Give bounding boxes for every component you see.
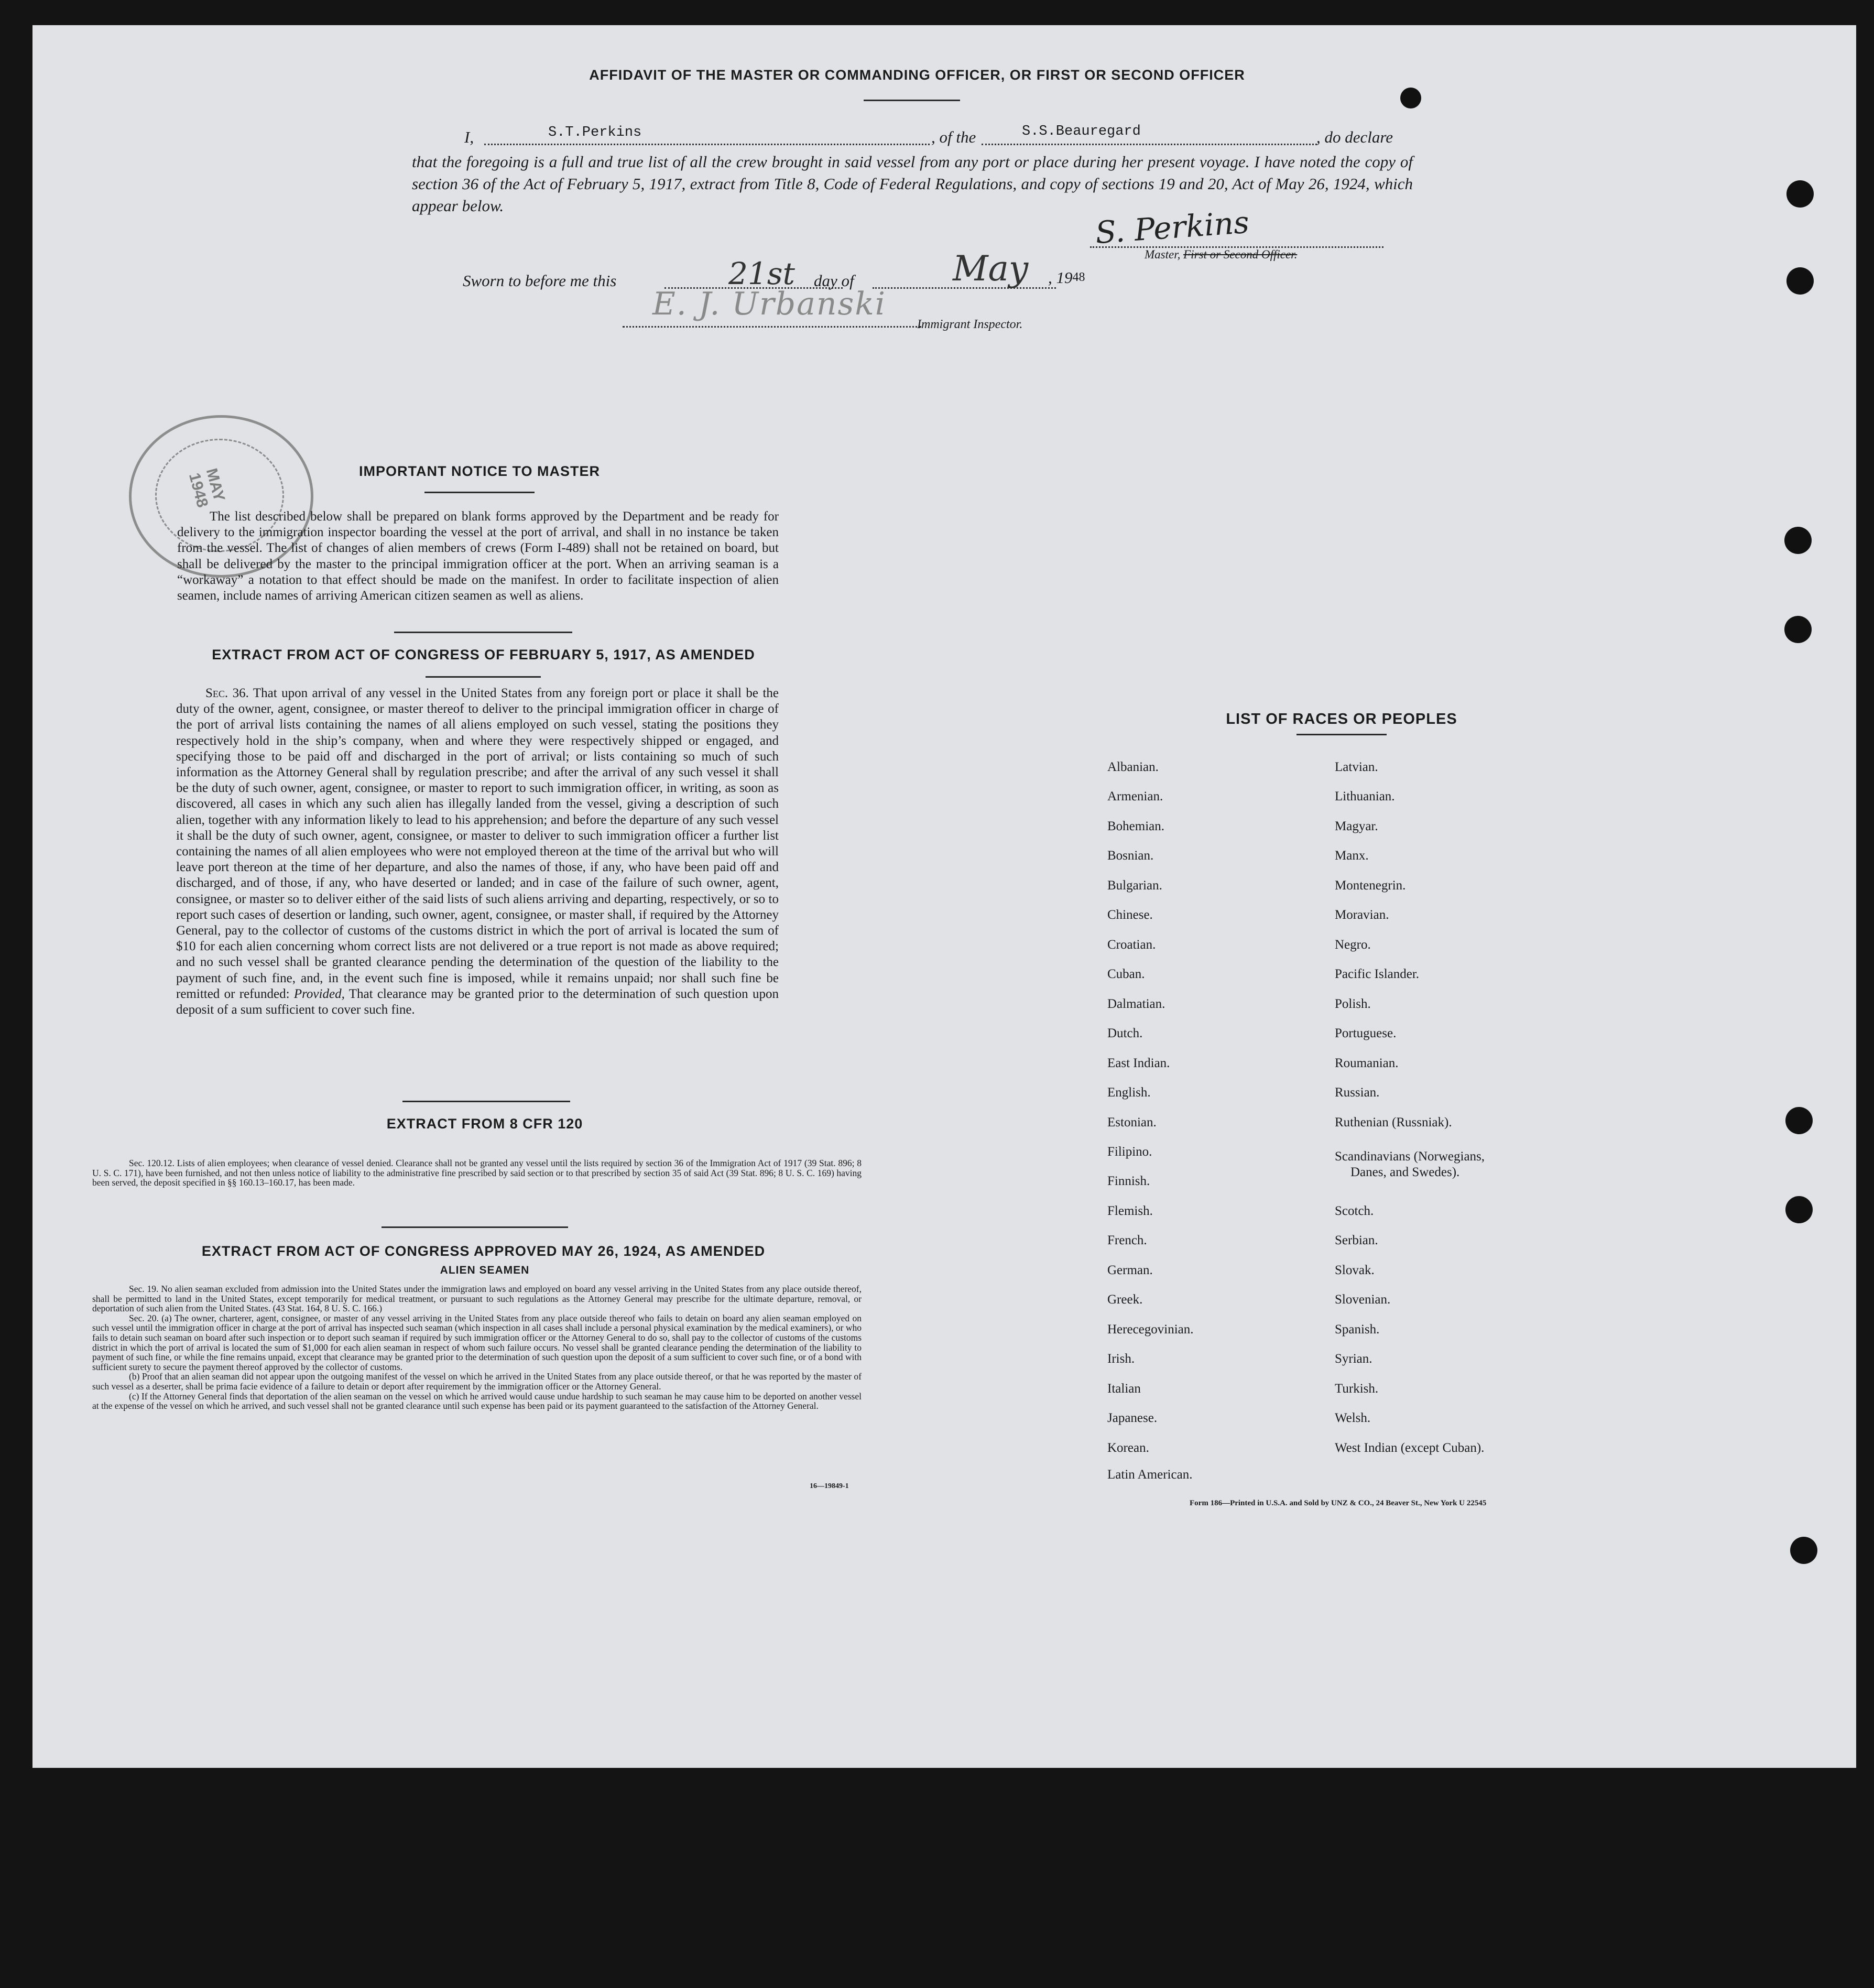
race-item: Bulgarian. [1107, 878, 1162, 893]
race-item: German. [1107, 1263, 1153, 1277]
master-caption-prefix: Master, [1145, 248, 1181, 261]
affidavit-title: AFFIDAVIT OF THE MASTER OR COMMANDING OFFICER, OR FIRST OR SECOND OFFICER [589, 67, 1245, 83]
race-item: Latin American. [1107, 1468, 1193, 1482]
race-item: Scandinavians (Norwegians, [1335, 1149, 1485, 1164]
form-code: 16—19849-1 [810, 1482, 849, 1490]
race-item: Pacific Islander. [1335, 967, 1420, 981]
race-item: Moravian. [1335, 908, 1389, 922]
race-item: English. [1107, 1085, 1151, 1100]
inspector-line [623, 326, 921, 328]
race-item: East Indian. [1107, 1056, 1170, 1070]
race-item: West Indian (except Cuban). [1335, 1441, 1485, 1455]
extract-1924-subtitle: ALIEN SEAMEN [440, 1264, 530, 1276]
race-item: Danes, and Swedes). [1350, 1165, 1460, 1179]
race-item: Serbian. [1335, 1233, 1378, 1247]
extract-cfr-title: EXTRACT FROM 8 CFR 120 [386, 1116, 583, 1132]
sworn-label: Sworn to before me this [463, 271, 617, 290]
race-item: Montenegrin. [1335, 878, 1406, 893]
do-declare-label: , do declare [1316, 128, 1393, 146]
master-signature: S. Perkins [1094, 204, 1250, 251]
punch-hole [1784, 616, 1812, 643]
race-item: Finnish. [1107, 1174, 1150, 1188]
punch-hole [1786, 267, 1814, 295]
race-item: Magyar. [1335, 819, 1378, 833]
year-suffix: 48 [1072, 270, 1085, 284]
extract-1917-title: EXTRACT FROM ACT OF CONGRESS OF FEBRUARY 5, 1917, AS AMENDED [212, 647, 755, 662]
race-item: Armenian. [1107, 789, 1163, 803]
race-item: Albanian. [1107, 760, 1159, 774]
extract-1917-provided-text: That clearance may be granted prior to the determination of such question upon deposit of a sum sufficient to cover such fine. [176, 986, 779, 1017]
printer-line: Form 186—Printed in U.S.A. and Sold by UNZ & CO., 24 Beaver St., New York U 22545 [1190, 1499, 1487, 1507]
extract-1917-body [176, 686, 779, 1018]
extract-1924-sec20c: (c) If the Attorney General finds that deportation of the alien seaman on the vessel on which he arrived would cause undue hardship to such seaman he may cause him to be deported on another vessel at the expense of the vessel on which he arrived, and such vessel shall not be granted clearance until such expense has been paid or its payment guaranteed to the satisfaction of the Attorney General. [92, 1390, 862, 1411]
section-divider [394, 632, 572, 633]
sworn-month: May [953, 248, 1029, 289]
race-item: Negro. [1335, 938, 1371, 952]
vessel-name: S.S.Beauregard [1022, 124, 1141, 139]
i-label: I, [464, 128, 474, 146]
race-item: Bosnian. [1107, 849, 1154, 863]
punch-hole [1784, 527, 1812, 554]
race-item: French. [1107, 1233, 1147, 1247]
race-item: Turkish. [1335, 1382, 1379, 1396]
section-divider [402, 1101, 570, 1102]
extract-1917-sec-label: Sec. 36. [205, 686, 249, 700]
race-item: Cuban. [1107, 967, 1145, 981]
race-item: Latvian. [1335, 760, 1378, 774]
extract-1924-body [92, 1284, 862, 1411]
stamp-month: MAY [202, 466, 228, 504]
extract-1924-sec20b: (b) Proof that an alien seaman did not appear upon the outgoing manifest of the vessel on which he arrived in the United States from any place outside thereof, or that he was reported by the master of such vessel as a deserter, shall be prima facie evidence of a failure to detain or deport after requirement by the immigration officer or the Attorney General. [92, 1371, 862, 1392]
punch-hole [1785, 1196, 1813, 1223]
year [1048, 266, 1085, 289]
vessel-name-line [982, 144, 1317, 145]
year-prefix: , 19 [1048, 268, 1073, 287]
race-item: Irish. [1107, 1352, 1135, 1366]
races-underline [1296, 734, 1387, 735]
races-title: LIST OF RACES OR PEOPLES [1226, 711, 1457, 727]
race-item: Portuguese. [1335, 1026, 1397, 1040]
race-item: Ruthenian (Russniak). [1335, 1115, 1452, 1129]
race-item: Dutch. [1107, 1026, 1143, 1040]
race-item: Lithuanian. [1335, 789, 1395, 803]
master-name-line [484, 144, 930, 145]
race-item: Spanish. [1335, 1322, 1380, 1337]
of-the-label: , of the [931, 128, 976, 146]
punch-hole [1785, 1107, 1813, 1134]
day-of-label: day of [814, 271, 854, 290]
master-caption-struck: First or Second Officer. [1183, 248, 1298, 261]
race-item: Bohemian. [1107, 819, 1165, 833]
race-item: Japanese. [1107, 1411, 1158, 1425]
race-item: Greek. [1107, 1292, 1143, 1307]
extract-1917-provided-label: Provided, [293, 986, 345, 1001]
extract-1924-sec20a: Sec. 20. (a) The owner, charterer, agent, consignee, or master of any vessel arriving in the United States from any place outside thereof who fails to detain on board any alien seaman employed on such vessel until the immigration officer in charge at the port of arrival has inspected such seaman (which inspection in all cases shall include a personal physical examination by the medical examiners), or who fails to detain such seaman on board after such inspection or to deport such seaman if required by such immigration officer or the Attorney General to do so, shall pay to the collector of customs of the customs district in which the port of arrival is located the sum of $1,000 for each alien seaman in respect of whom such failure occurs. No vessel shall be granted clearance pending the determination of the liability to payment of such fine, or while the fine remains unpaid, except that clearance may be granted prior to the determination of such question upon the deposit of a sum sufficient to cover such fine, or of a bond with sufficient surety to secure the payment thereof approved by the collector of customs. [92, 1312, 862, 1372]
extract-1924-sec19: Sec. 19. No alien seaman excluded from admission into the United States under the immigration laws and employed on board any vessel arriving in the United States from any place outside thereof, shall be permitted to land in the United States, except temporarily for medical treatment, or pursuant to such regulations as the Attorney General may prescribe for the ultimate departure, removal, or deportation of such alien from the United States. (43 Stat. 164, 8 U. S. C. 166.) [92, 1284, 862, 1314]
punch-hole [1790, 1537, 1817, 1564]
race-item: Slovak. [1335, 1263, 1375, 1277]
extract-cfr-body: Sec. 120.12. Lists of alien employees; when clearance of vessel denied. Clearance shall not be granted any vessel until the lists required by section 36 of the Immigration Act of 1917 (39 Stat. 896; 8 U. S. C. 171), have been furnished, and not then unless notice of liability to the administrative fine prescribed by said section or to that prescribed by section 35 of said Act (39 Stat. 896; 8 U. S. C. 169) having been served, the deposit specified in §§ 160.13–160.17, has been made. [92, 1158, 862, 1188]
race-item: Filipino. [1107, 1145, 1152, 1159]
race-item: Roumanian. [1335, 1056, 1399, 1070]
race-item: Estonian. [1107, 1115, 1157, 1129]
master-name: S.T.Perkins [548, 125, 642, 140]
inspector-signature: E. J. Urbanski [652, 286, 886, 322]
notice-title: IMPORTANT NOTICE TO MASTER [359, 463, 600, 479]
race-item: Welsh. [1335, 1411, 1371, 1425]
inspector-caption: Immigrant Inspector. [917, 318, 1023, 331]
race-item: Korean. [1107, 1441, 1149, 1455]
extract-1917-text: That upon arrival of any vessel in the United States from any foreign port or place it shall be the duty of the owner, agent, consignee, or master thereof to deliver to the principal immigration officer in charge of the port of arrival lists containing the names of all aliens employed on such vessel, stating the positions they respectively hold in the ship’s company, when and where they were respectively shipped or engaged, and specifying those to be paid off and discharged in the port of arrival; or lists containing so much of such information as the Attorney General shall by regulation prescribe; and after the arrival of any such vessel it shall be the duty of such owner, agent, consignee, or master to report to such immigration officer, in writing, as soon as discovered, all cases in which any such alien has illegally landed from the vessel, giving a description of such alien, together with any information likely to lead to his apprehension; and before the departure of any such vessel it shall be the duty of such owner, agent, consignee, or master to deliver to such immigration officer a further list containing the names of all alien employees who were not employed thereon at the time of the arrival but who will leave port thereon at the time of her departure, and also the names of those, if any, who have been paid off and discharged, and of those, if any, who have deserted or landed; and in case of the failure of such owner, agent, consignee, or master so to deliver either of the said lists of such aliens arriving and departing, respectively, or so to report such cases of desertion or landing, such owner, agent, consignee, or master shall, if required by the Attorney General, pay to the collector of customs of the customs district in which the port of arrival is located the sum of $10 for each alien concerning whom correct lists are not delivered or a true report is not made as above required; and no such vessel shall be granted clearance pending the determination of the question of the liability to the payment of such fine, and, in the event such fine is imposed, while it remains unpaid; nor shall such fine be remitted or refunded: [176, 686, 779, 1001]
extract-1917-underline [426, 676, 541, 678]
declaration-text: that the foregoing is a full and true list of all the crew brought in said vessel from any port or place during her present voyage. I have noted the copy of section 36 of the Act of February 5, 1917, extract from Title 8, Code of Federal Regulations, and copy of sections 19 and 20, Act of May 26, 1924, which appear below. [412, 153, 1413, 215]
race-item: Italian [1107, 1382, 1141, 1396]
race-item: Syrian. [1335, 1352, 1372, 1366]
race-item: Polish. [1335, 997, 1371, 1011]
race-item: Slovenian. [1335, 1292, 1391, 1307]
extract-1924-title: EXTRACT FROM ACT OF CONGRESS APPROVED MAY 26, 1924, AS AMENDED [201, 1243, 766, 1259]
notice-body: The list described below shall be prepared on blank forms approved by the Department and be ready for delivery to the immigration inspector boarding the vessel at the port of arrival, and shall in no instance be taken from the vessel. The list of changes of alien members of crews (Form I-489) shall not be retained on board, but shall be delivered by the master to the principal immigration officer at the port. When an arriving seaman is a “workaway” a notation to that effect should be made on the manifest. In order to facilitate inspection of alien seamen, include names of arriving American citizen seamen as well as aliens. [177, 509, 779, 603]
race-item: Dalmatian. [1107, 997, 1165, 1011]
race-item: Chinese. [1107, 908, 1153, 922]
race-item: Croatian. [1107, 938, 1156, 952]
section-divider [382, 1226, 568, 1228]
race-item: Flemish. [1107, 1204, 1153, 1218]
sworn-day: 21st [728, 256, 795, 291]
notice-underline [424, 492, 535, 493]
race-item: Scotch. [1335, 1204, 1374, 1218]
race-item: Herecegovinian. [1107, 1322, 1194, 1337]
race-item: Manx. [1335, 849, 1369, 863]
stamp-year: 1948 [185, 471, 212, 509]
punch-hole [1786, 180, 1814, 208]
master-caption [1145, 247, 1297, 262]
title-underline [864, 100, 960, 101]
ink-blot [1400, 88, 1421, 108]
race-item: Russian. [1335, 1085, 1380, 1100]
